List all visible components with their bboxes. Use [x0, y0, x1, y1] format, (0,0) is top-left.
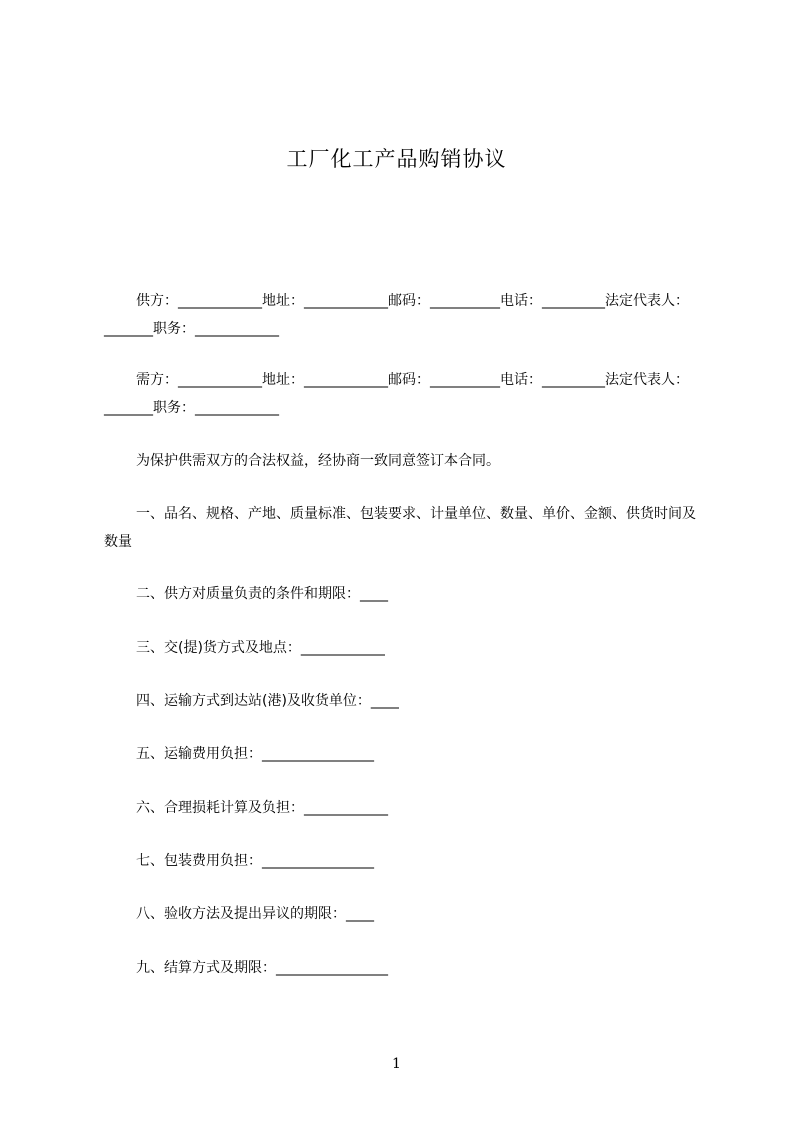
clause-5: 五、运输费用负担：________________ [136, 746, 374, 762]
clause-4: 四、运输方式到达站(港)及收货单位：____ [136, 693, 399, 709]
document-title: 工厂化工产品购销协议 [286, 147, 507, 171]
clause-8: 八、验收方法及提出异议的期限：____ [136, 906, 374, 922]
clause-3: 三、交(提)货方式及地点：____________ [136, 640, 385, 656]
clause-9: 九、结算方式及期限：________________ [136, 960, 388, 976]
clause-7: 七、包装费用负担：________________ [136, 853, 374, 869]
page-number: 1 [392, 1056, 401, 1072]
clause-6: 六、合理损耗计算及负担：____________ [136, 800, 388, 816]
clause-2: 二、供方对质量负责的条件和期限：____ [136, 586, 388, 602]
intro-paragraph: 为保护供需双方的合法权益，经协商一致同意签订本合同。 [136, 453, 500, 469]
buyer-info-line: 需方：____________地址：____________邮码：__________电话：_________法定代表人：_______职务：____________ [104, 372, 689, 416]
clause-1: 一、品名、规格、产地、质量标准、包装要求、计量单位、数量、单价、金额、供货时间及数量 [104, 506, 696, 550]
supplier-info-line: 供方：____________地址：____________邮码：__________电话：_________法定代表人：_______职务：____________ [104, 293, 689, 337]
